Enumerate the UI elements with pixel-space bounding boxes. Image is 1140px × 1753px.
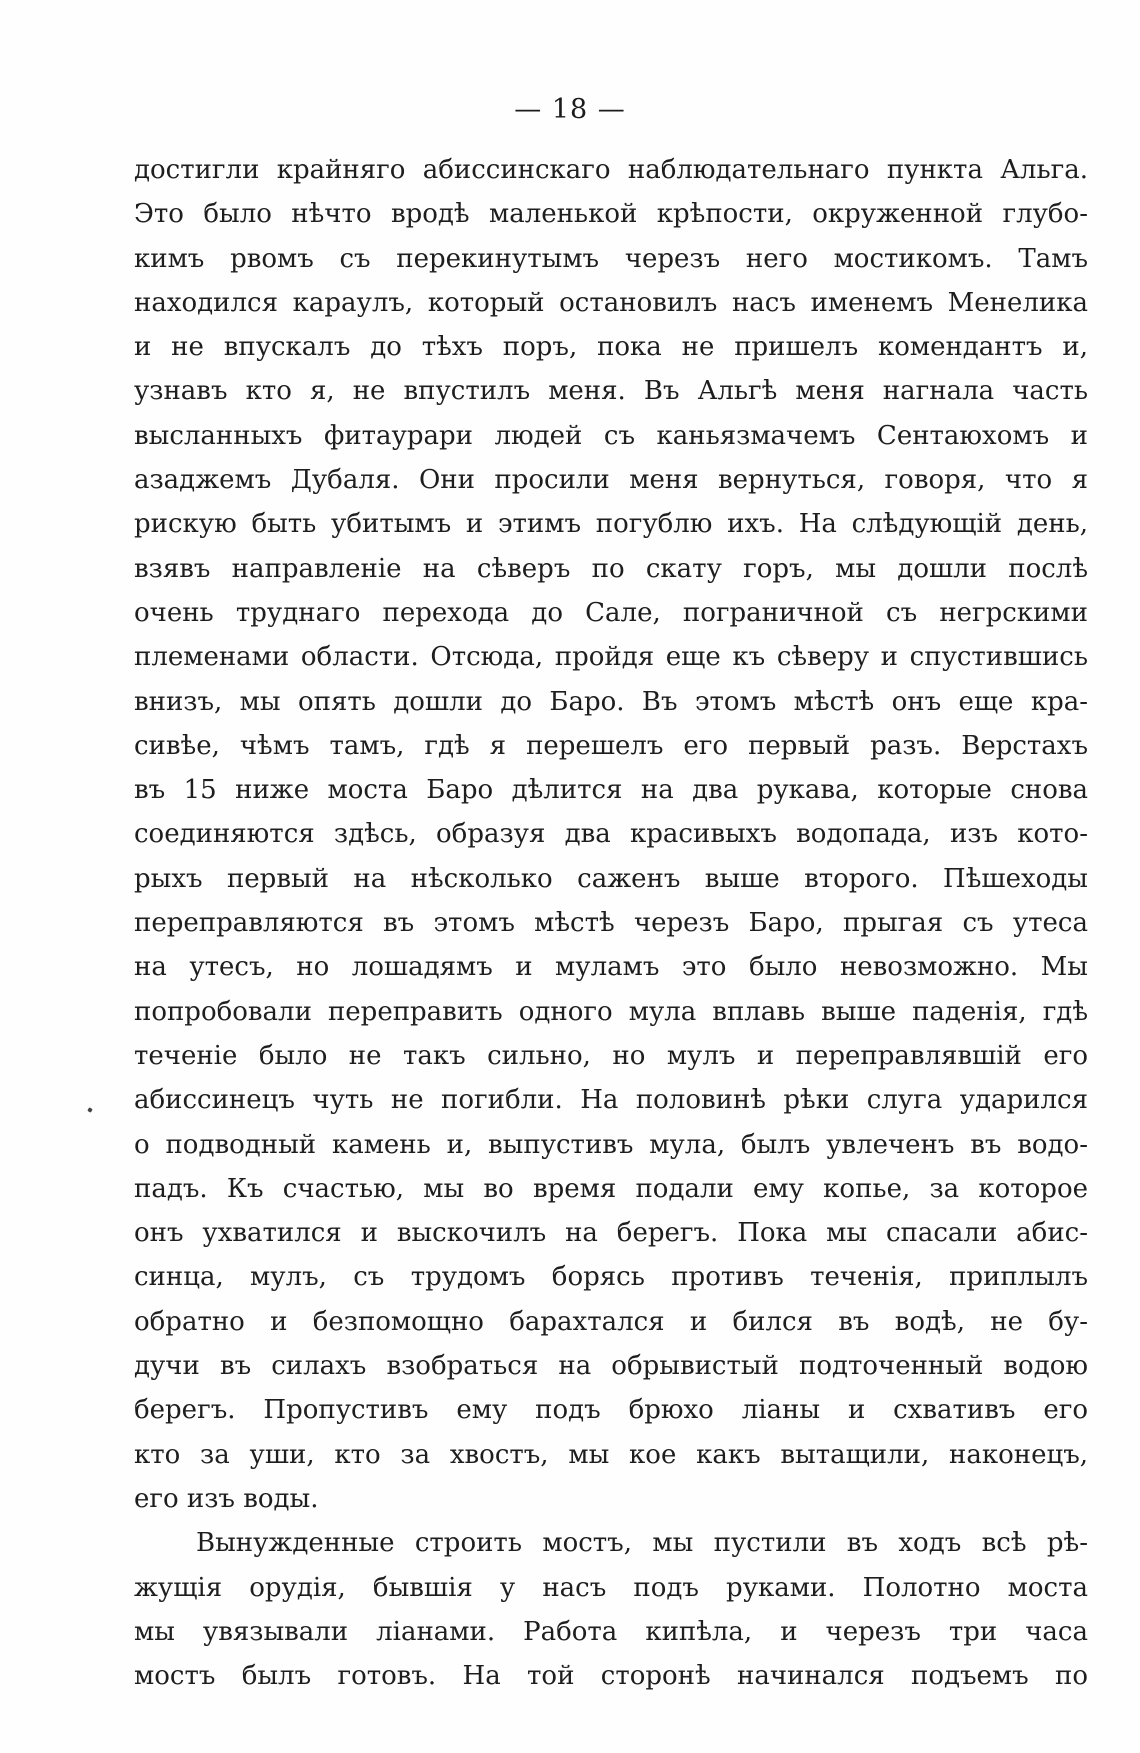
paragraph-2: [134, 1521, 1088, 1698]
margin-speck-mark: [87, 1107, 92, 1112]
text-line: Вынужденные строить мостъ, мы пустили въ ходъ всѣ рѣ-: [196, 1528, 1088, 1559]
text-line: и не впускалъ до тѣхъ поръ, пока не пришелъ комендантъ и,: [134, 332, 1088, 363]
text-line: рыхъ первый на нѣсколько саженъ выше второго. Пѣшеходы: [134, 863, 1088, 894]
text-line: внизъ, мы опять дошли до Баро. Въ этомъ мѣстѣ онъ еще кра-: [134, 686, 1088, 717]
text-line: онъ ухватился и выскочилъ на берегъ. Пока мы спасали абис-: [134, 1218, 1088, 1249]
text-line: о подводный камень и, выпустивъ мула, былъ увлеченъ въ водо-: [134, 1129, 1088, 1160]
text-line: кто за уши, кто за хвостъ, мы кое какъ вытащили, наконецъ,: [134, 1439, 1088, 1470]
text-line: кимъ рвомъ съ перекинутымъ черезъ него мостикомъ. Тамъ: [134, 243, 1088, 274]
paragraph-1: [134, 148, 1088, 1521]
text-line: взявъ направленіе на сѣверъ по скату горъ, мы дошли послѣ: [134, 553, 1088, 584]
text-line: племенами области. Отсюда, пройдя еще къ сѣверу и спустившись: [134, 642, 1088, 673]
page-number: — 18 —: [514, 94, 626, 125]
text-line: синца, мулъ, съ трудомъ борясь противъ теченія, приплылъ: [134, 1262, 1088, 1293]
text-line: падъ. Къ счастью, мы во время подали ему копье, за которое: [134, 1173, 1088, 1204]
text-line: очень труднаго перехода до Сале, пограничной съ негрскими: [134, 597, 1088, 628]
text-line: соединяются здѣсь, образуя два красивыхъ водопада, изъ кото-: [134, 819, 1088, 850]
text-line: на утесъ, но лошадямъ и муламъ это было невозможно. Мы: [134, 952, 1088, 983]
text-line: рискую быть убитымъ и этимъ погублю ихъ. На слѣдующій день,: [134, 509, 1088, 540]
text-line: азаджемъ Дубаля. Они просили меня вернуться, говоря, что я: [134, 465, 1088, 496]
text-line: попробовали переправить одного мула вплавь выше паденія, гдѣ: [134, 996, 1088, 1027]
text-body: [134, 148, 1088, 1698]
text-line: переправляются въ этомъ мѣстѣ черезъ Баро, прыгая съ утеса: [134, 908, 1088, 939]
text-line: узнавъ кто я, не впустилъ меня. Въ Альгѣ меня нагнала часть: [134, 376, 1088, 407]
text-line: достигли крайняго абиссинскаго наблюдательнаго пункта Альга.: [134, 155, 1088, 185]
text-line: обратно и безпомощно барахтался и бился въ водѣ, не бу-: [134, 1306, 1088, 1337]
text-line: въ 15 ниже моста Баро дѣлится на два рукава, которые снова: [134, 775, 1088, 806]
text-line: мостъ былъ готовъ. На той сторонѣ начинался подъемъ по: [134, 1661, 1088, 1692]
text-line: жущія орудія, бывшія у насъ подъ руками. Полотно моста: [134, 1572, 1088, 1603]
text-line: теченіе было не такъ сильно, но мулъ и переправлявшій его: [134, 1040, 1088, 1071]
text-line: мы увязывали ліанами. Работа кипѣла, и черезъ три часа: [134, 1616, 1088, 1647]
text-line: берегъ. Пропустивъ ему подъ брюхо ліаны и схвативъ его: [134, 1395, 1088, 1426]
text-line: сивѣе, чѣмъ тамъ, гдѣ я перешелъ его первый разъ. Верстахъ: [134, 730, 1088, 761]
text-line: находился караулъ, который остановилъ насъ именемъ Менелика: [134, 287, 1088, 318]
text-line: абиссинецъ чуть не погибли. На половинѣ рѣки слуга ударился: [134, 1085, 1088, 1116]
text-line: Это было нѣчто вродѣ маленькой крѣпости, окруженной глубо-: [134, 199, 1088, 230]
text-line: высланныхъ фитаурари людей съ каньязмачемъ Сентаюхомъ и: [134, 420, 1088, 451]
text-line: его изъ воды.: [134, 1483, 319, 1514]
text-line: дучи въ силахъ взобраться на обрывистый подточенный водою: [134, 1351, 1088, 1382]
